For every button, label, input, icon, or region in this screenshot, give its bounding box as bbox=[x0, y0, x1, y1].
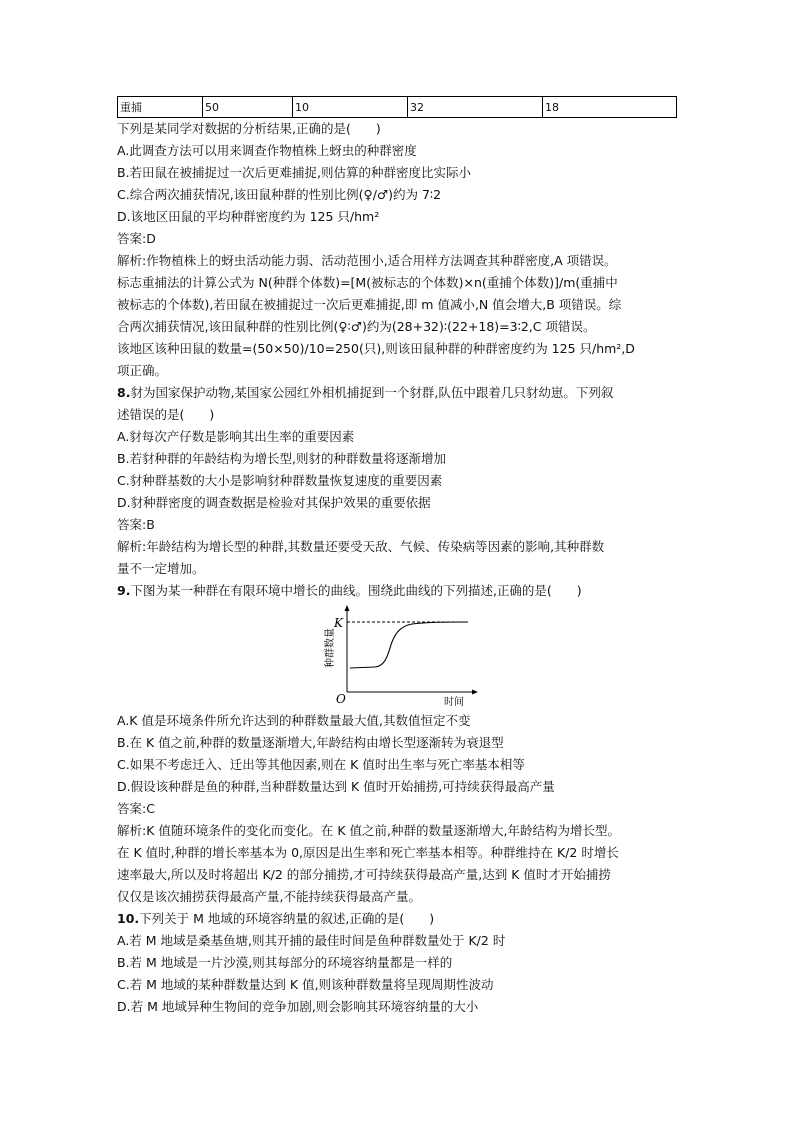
x-axis-arrow bbox=[472, 690, 478, 695]
q7-option-c: C.综合两次捕获情况,该田鼠种群的性别比例(♀/♂)约为 7∶2 bbox=[117, 187, 442, 202]
q8-option-b: B.若豺种群的年龄结构为增长型,则豺的种群数量将逐渐增加 bbox=[117, 451, 447, 466]
q9-option-a: A.K 值是环境条件所允许达到的种群数量最大值,其数值恒定不变 bbox=[117, 713, 471, 728]
q8-option-d: D.豺种群密度的调查数据是检验对其保护效果的重要依据 bbox=[117, 495, 431, 510]
q9-option-d: D.假设该种群是鱼的种群,当种群数量达到 K 值时开始捕捞,可持续获得最高产量 bbox=[117, 779, 555, 794]
q8-analysis-line: 量不一定增加。 bbox=[117, 561, 205, 576]
q8-analysis-line: 解析:年龄结构为增长型的种群,其数量还要受天敌、气候、传染病等因素的影响,其种群数 bbox=[117, 539, 605, 554]
q7-option-d: D.该地区田鼠的平均种群密度约为 125 只/hm² bbox=[117, 209, 380, 224]
recapture-table bbox=[117, 96, 677, 118]
q7-stem: 下列是某同学对数据的分析结果,正确的是( ) bbox=[117, 121, 381, 136]
table-cell: 50 bbox=[203, 97, 293, 118]
q9-analysis-line: 在 K 值时,种群的增长率基本为 0,原因是出生率和死亡率基本相等。种群维持在 K/2 时增长 bbox=[117, 845, 619, 860]
table-cell: 重捕 bbox=[118, 97, 203, 118]
q7-analysis-line: 合两次捕获情况,该田鼠种群的性别比例(♀∶♂)约为(28+32)∶(22+18)=3∶2,C 项错误。 bbox=[117, 319, 596, 334]
q9-option-b: B.在 K 值之前,种群的数量逐渐增大,年龄结构由增长型逐渐转为衰退型 bbox=[117, 735, 504, 750]
y-axis-arrow bbox=[345, 605, 350, 611]
q8-option-c: C.豺种群基数的大小是影响豺种群数量恢复速度的重要因素 bbox=[117, 473, 443, 488]
q7-analysis-line: 该地区该种田鼠的数量=(50×50)/10=250(只),则该田鼠种群的种群密度约为 125 只/hm²,D bbox=[117, 341, 635, 356]
q9-analysis-line: 解析:K 值随环境条件的变化而变化。在 K 值之前,种群的数量逐渐增大,年龄结构为增长型。 bbox=[117, 823, 620, 838]
q7-option-b: B.若田鼠在被捕捉过一次后更难捕捉,则估算的种群密度比实际小 bbox=[117, 165, 472, 180]
growth-curve-diagram bbox=[320, 604, 480, 708]
k-label: K bbox=[334, 616, 343, 630]
y-axis-label: 种群数量 bbox=[325, 628, 336, 668]
recapture-table-wrap bbox=[117, 96, 680, 118]
q7-analysis-line: 被标志的个体数),若田鼠在被捕捉过一次后更难捕捉,即 m 值减小,N 值会增大,B 项错误。综 bbox=[117, 297, 622, 312]
q9-stem-line bbox=[117, 580, 680, 602]
q7-analysis-line: 标志重捕法的计算公式为 N(种群个体数)=[M(被标志的个体数)×n(重捕个体数)]/m(重捕中 bbox=[117, 275, 618, 290]
q10-stem-text: 下列关于 M 地域的环境容纳量的叙述,正确的是( ) bbox=[139, 911, 435, 926]
growth-curve-figure bbox=[117, 604, 680, 708]
question-8 bbox=[117, 382, 680, 580]
q9-analysis-line: 仅仅是该次捕捞获得最高产量,不能持续获得最高产量。 bbox=[117, 889, 421, 904]
document-page bbox=[117, 96, 680, 1018]
q10-option-d: D.若 M 地域异种生物间的竞争加剧,则会影响其环境容纳量的大小 bbox=[117, 999, 479, 1014]
q10-option-b: B.若 M 地域是一片沙漠,则其每部分的环境容纳量都是一样的 bbox=[117, 955, 453, 970]
q7-option-a: A.此调查方法可以用来调查作物植株上蚜虫的种群密度 bbox=[117, 143, 417, 158]
q9-analysis-line: 速率最大,所以及时将超出 K/2 的部分捕捞,才可持续获得最高产量,达到 K 值时才开始捕捞 bbox=[117, 867, 611, 882]
x-axis-label: 时间 bbox=[444, 697, 464, 708]
origin-label: O bbox=[336, 692, 346, 706]
q9-number: 9. bbox=[117, 583, 131, 598]
s-curve bbox=[350, 622, 468, 668]
q8-stem-line: 述错误的是( ) bbox=[117, 407, 215, 422]
table-row bbox=[118, 97, 677, 118]
table-cell: 18 bbox=[543, 97, 677, 118]
q9-stem-text: 下图为某一种群在有限环境中增长的曲线。围绕此曲线的下列描述,正确的是( ) bbox=[130, 583, 582, 598]
q7-answer: 答案:D bbox=[117, 231, 156, 246]
table-cell: 10 bbox=[293, 97, 408, 118]
q10-option-a: A.若 M 地域是桑基鱼塘,则其开捕的最佳时间是鱼种群数量处于 K/2 时 bbox=[117, 933, 506, 948]
table-cell: 32 bbox=[408, 97, 543, 118]
question-9 bbox=[117, 580, 680, 908]
q8-answer: 答案:B bbox=[117, 517, 155, 532]
q10-number: 10. bbox=[117, 911, 140, 926]
q7-analysis-line: 项正确。 bbox=[117, 363, 168, 378]
q7-analysis-line: 解析:作物植株上的蚜虫活动能力弱、活动范围小,适合用样方法调查其种群密度,A 项错误。 bbox=[117, 253, 617, 268]
question-7 bbox=[117, 118, 680, 382]
question-10 bbox=[117, 908, 680, 1018]
q10-option-c: C.若 M 地域的某种群数量达到 K 值,则该种群数量将呈现周期性波动 bbox=[117, 977, 494, 992]
q10-stem-line bbox=[117, 908, 680, 930]
q8-number: 8. bbox=[117, 385, 131, 400]
q9-option-c: C.如果不考虑迁入、迁出等其他因素,则在 K 值时出生率与死亡率基本相等 bbox=[117, 757, 525, 772]
q8-stem-text: 豺为国家保护动物,某国家公园红外相机捕捉到一个豺群,队伍中跟着几只豺幼崽。下列叙 bbox=[130, 385, 614, 400]
q8-stem-line bbox=[117, 382, 680, 404]
q8-option-a: A.豺每次产仔数是影响其出生率的重要因素 bbox=[117, 429, 355, 444]
q9-answer: 答案:C bbox=[117, 801, 155, 816]
